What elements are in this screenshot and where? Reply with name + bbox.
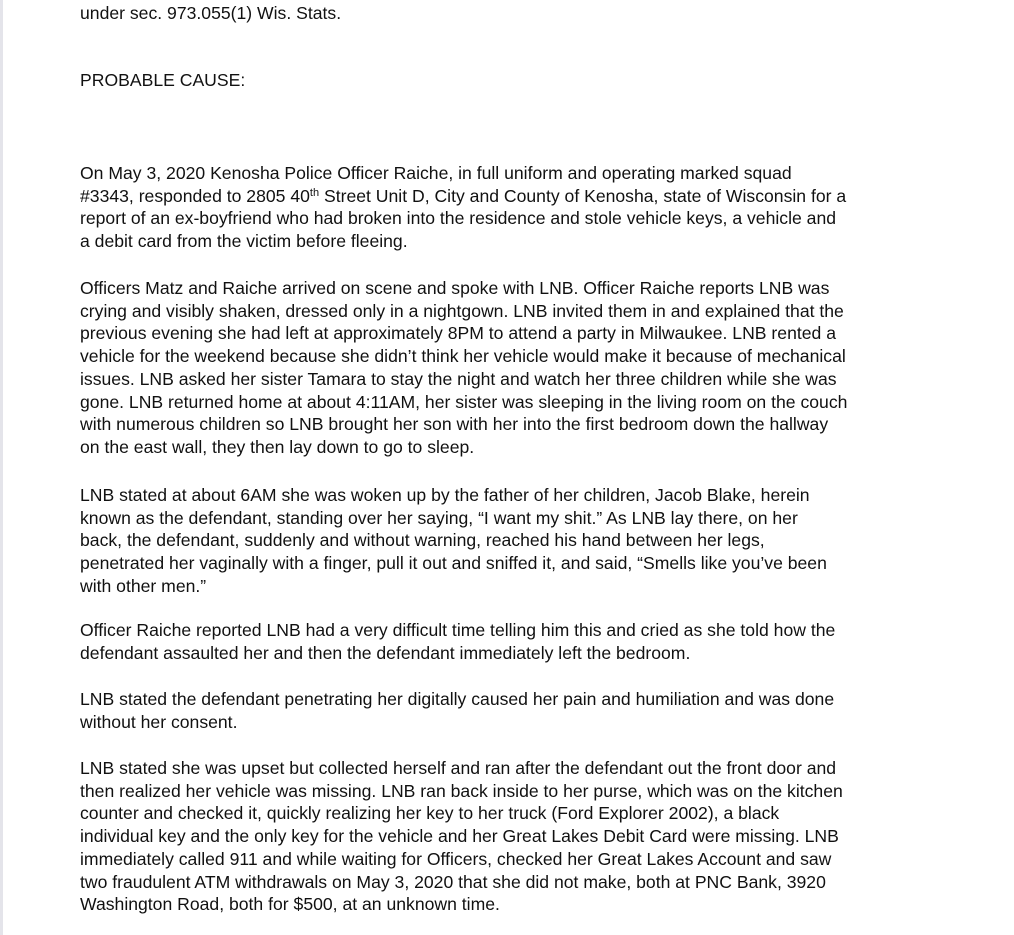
paragraph-4 (80, 619, 980, 664)
text-line: immediately called 911 and while waiting for Officers, checked her Great Lakes Account and saw (80, 848, 832, 869)
probable-cause-heading (80, 69, 980, 92)
text-line: LNB stated at about 6AM she was woken up by the father of her children, Jacob Blake, herein (80, 485, 810, 505)
text-line: LNB stated the defendant penetrating her digitally caused her pain and humiliation and was done (80, 689, 835, 709)
text-line: known as the defendant, standing over her saying, “I want my shit.” As LNB lay there, on her (80, 507, 798, 528)
paragraph-2 (80, 277, 980, 459)
text-line: a debit card from the victim before fleeing. (80, 231, 408, 252)
text-line: Officer Raiche reported LNB had a very difficult time telling him this and cried as she told how the (80, 620, 836, 640)
statute-reference-line (80, 2, 980, 25)
text-line: with other men.” (80, 575, 207, 596)
text-line: crying and visibly shaken, dressed only in a nightgown. LNB invited them in and explained that the (80, 300, 844, 321)
text-line: PROBABLE CAUSE: (80, 70, 246, 90)
text-line (80, 185, 980, 208)
text-line: Washington Road, both for $500, at an unknown time. (80, 894, 500, 915)
text-line: counter and checked it, quickly realizing her key to her truck (Ford Explorer 2002), a black (80, 803, 780, 824)
text-line: under sec. 973.055(1) Wis. Stats. (80, 3, 342, 23)
text-line: vehicle for the weekend because she didn’t think her vehicle would make it because of mechanical (80, 346, 846, 367)
text-line: report of an ex-boyfriend who had broken into the residence and stole vehicle keys, a vehicle and (80, 208, 837, 229)
page-left-edge (0, 0, 3, 935)
text-segment: Street Unit D, City and County of Kenosha, state of Wisconsin for a (319, 185, 847, 206)
text-line: issues. LNB asked her sister Tamara to stay the night and watch her three children while she was (80, 368, 837, 389)
text-line: defendant assaulted her and then the defendant immediately left the bedroom. (80, 642, 691, 663)
text-line: with numerous children so LNB brought her son with her into the first bedroom down the hallway (80, 414, 829, 435)
paragraph-1 (80, 162, 980, 253)
text-line: then realized her vehicle was missing. LNB ran back inside to her purse, which was on the kitchen (80, 780, 843, 801)
text-line: previous evening she had left at approximately 8PM to attend a party in Milwaukee. LNB rented a (80, 323, 836, 344)
text-line: gone. LNB returned home at about 4:11AM, her sister was sleeping in the living room on the couch (80, 391, 848, 412)
paragraph-3 (80, 484, 980, 598)
text-line: On May 3, 2020 Kenosha Police Officer Raiche, in full uniform and operating marked squad (80, 163, 792, 183)
text-line: penetrated her vaginally with a finger, pull it out and sniffed it, and said, “Smells like you’ve been (80, 553, 827, 574)
text-line: two fraudulent ATM withdrawals on May 3, 2020 that she did not make, both at PNC Bank, 3920 (80, 871, 826, 892)
ordinal-superscript: th (309, 186, 320, 199)
text-line: without her consent. (80, 711, 238, 732)
text-line: individual key and the only key for the vehicle and her Great Lakes Debit Card were missing. LNB (80, 826, 839, 847)
paragraph-5 (80, 688, 980, 733)
text-segment: #3343, responded to 2805 40 (80, 185, 310, 206)
paragraph-6 (80, 757, 980, 916)
text-line: back, the defendant, suddenly and without warning, reached his hand between her legs, (80, 530, 765, 551)
text-line: on the east wall, they then lay down to go to sleep. (80, 436, 475, 457)
text-line: Officers Matz and Raiche arrived on scene and spoke with LNB. Officer Raiche reports LNB was (80, 278, 830, 298)
text-line: LNB stated she was upset but collected herself and ran after the defendant out the front door and (80, 758, 837, 778)
